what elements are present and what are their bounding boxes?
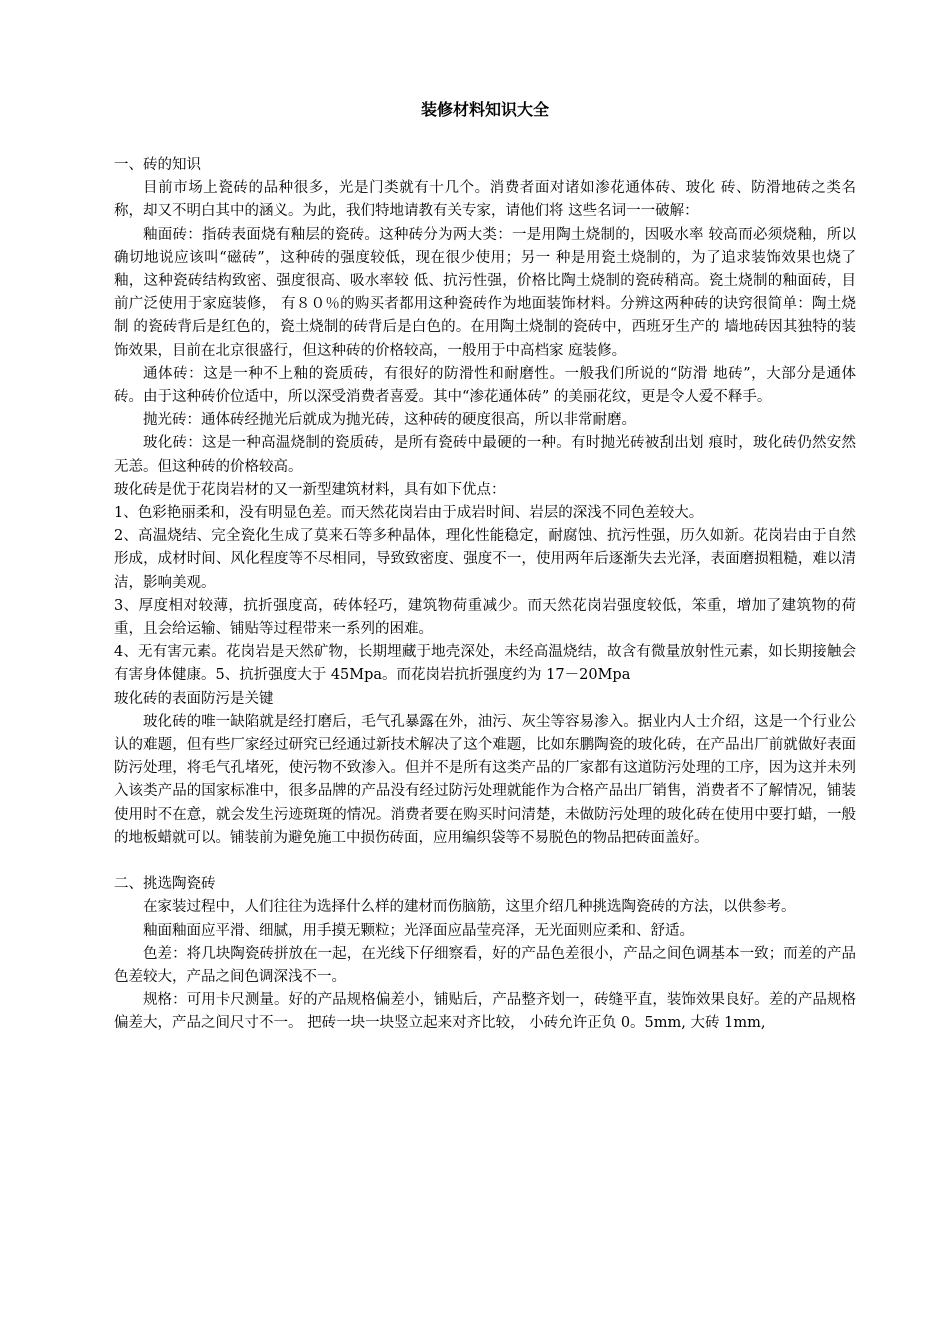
paragraph: 抛光砖：通体砖经抛光后就成为抛光砖，这种砖的硬度很高，所以非常耐磨。 — [143, 412, 636, 429]
paragraph: 玻化砖：这是一种高温烧制的瓷质砖，是所有瓷砖中最硬的一种。有时抛光砖被刮出划 痕时，玻化砖仍然安然无恙。但这种砖的价格较高。 — [114, 435, 856, 475]
paragraph: 釉面砖：指砖表面烧有釉层的瓷砖。这种砖分为两大类：一是用陶土烧制的，因吸水率 较高而必须烧釉，所以确切地说应该叫“磁砖”，这种砖的强度较低，现在很少使用；另一 种是用瓷土烧制的，为了追求装饰效果也烧了釉，这种瓷砖结构致密、强度很高、吸水率较 低、抗污性强，价格比陶土烧制的瓷砖稍高。瓷土烧制的釉面砖，目前广泛使用于家庭装修， 有８０％的购买者都用这种瓷砖作为地面装饰材料。分辨这两种砖的诀窍很简单：陶土烧制 的瓷砖背后是红色的，瓷土烧制的砖背后是白色的。在用陶土烧制的瓷砖中，西班牙生产的 墙地砖因其独特的装饰效果，目前在北京很盛行，但这种砖的价格较高，一般用于中高档家 庭装修。 — [114, 226, 856, 359]
advantage-item: 4、无有害元素。花岗岩是天然矿物，长期埋藏于地壳深处，未经高温烧结，故含有微量放射性元素，如长期接触会有害身体健康。5、抗折强度大于 45Mpa。而花岗岩抗折强度约为 17－20Mpa — [114, 644, 856, 684]
subheading-stain-protection: 玻化砖的表面防污是关键 — [114, 690, 274, 707]
section-heading-choosing-tiles: 二、挑选陶瓷砖 — [114, 876, 216, 893]
spacer — [114, 850, 856, 873]
advantage-item: 3、厚度相对较薄，抗折强度高，砖体轻巧，建筑物荷重减少。而天然花岗岩强度较低，笨重，增加了建筑物的荷重，且会给运输、铺贴等过程带来一系列的困难。 — [114, 597, 856, 638]
paragraph: 釉面釉面应平滑、细腻，用手摸无颗粒；光泽面应晶莹亮泽，无光面则应柔和、舒适。 — [143, 922, 694, 939]
paragraph: 在家装过程中，人们往往为选择什么样的建材而伤脑筋，这里介绍几种挑选陶瓷砖的方法，以供参考。 — [143, 899, 796, 916]
advantage-item: 2、高温烧结、完全瓷化生成了莫来石等多种晶体，理化性能稳定，耐腐蚀、抗污性强，历久如新。花岗岩由于自然形成，成材时间、风化程度等不尽相同，导致致密度、强度不一，使用两年后逐渐失去光泽，表面磨损粗糙，难以清洁，影响美观。 — [114, 528, 856, 591]
paragraph: 色差：将几块陶瓷砖拼放在一起，在光线下仔细察看，好的产品色差很小，产品之间色调基本一致；而差的产品色差较大，产品之间色调深浅不一。 — [114, 945, 856, 985]
section-heading-tiles: 一、砖的知识 — [114, 157, 201, 173]
document-title: 装修材料知识大全 — [420, 100, 549, 119]
paragraph: 目前市场上瓷砖的品种很多，光是门类就有十几个。消费者面对诸如渗花通体砖、玻化 砖、防滑地砖之类名称，却又不明白其中的涵义。为此，我们特地请教有关专家，请他们将 这些名词一一破解： — [114, 180, 856, 220]
paragraph: 通体砖：这是一种不上釉的瓷质砖，有很好的防滑性和耐磨性。一般我们所说的“防滑 地砖”，大部分是通体砖。由于这种砖价位适中，所以深受消费者喜爱。其中“渗花通体砖” 的美丽花纹，更是令人爱不释手。 — [114, 365, 856, 406]
advantage-item: 1、色彩艳丽柔和，没有明显色差。而天然花岗岩由于成岩时间、岩层的深浅不同色差较大。 — [114, 505, 704, 522]
document-body — [114, 98, 856, 1036]
paragraph: 玻化砖的唯一缺陷就是经打磨后，毛气孔暴露在外，油污、灰尘等容易渗入。据业内人士介绍，这是一个行业公认的难题，但有些厂家经过研究已经通过新技术解决了这个难题，比如东鹏陶瓷的玻化砖，在产品出厂前就做好表面防污处理，将毛气孔堵死，使污物不致渗入。但并不是所有这类产品的厂家都有这道防污处理的工序，因为这并未列入该类产品的国家标准中，很多品牌的产品没有经过防污处理就能作为合格产品出厂销售，消费者不了解情况，铺装使用时不在意，就会发生污迹斑斑的情况。消费者要在购买时问清楚，未做防污处理的玻化砖在使用中要打蜡，一般的地板蜡就可以。铺装前为避免施工中损伤砖面，应用编织袋等不易脱色的物品把砖面盖好。 — [114, 713, 856, 846]
advantages-intro: 玻化砖是优于花岗岩材的又一新型建筑材料，具有如下优点： — [114, 481, 506, 498]
paragraph: 规格：可用卡尺测量。好的产品规格偏差小，铺贴后，产品整齐划一，砖缝平直，装饰效果良好。差的产品规格偏差大，产品之间尺寸不一。 把砖一块一块竖立起来对齐比较， 小砖允许正负 0。5mm, 大砖 1mm, — [114, 992, 856, 1032]
